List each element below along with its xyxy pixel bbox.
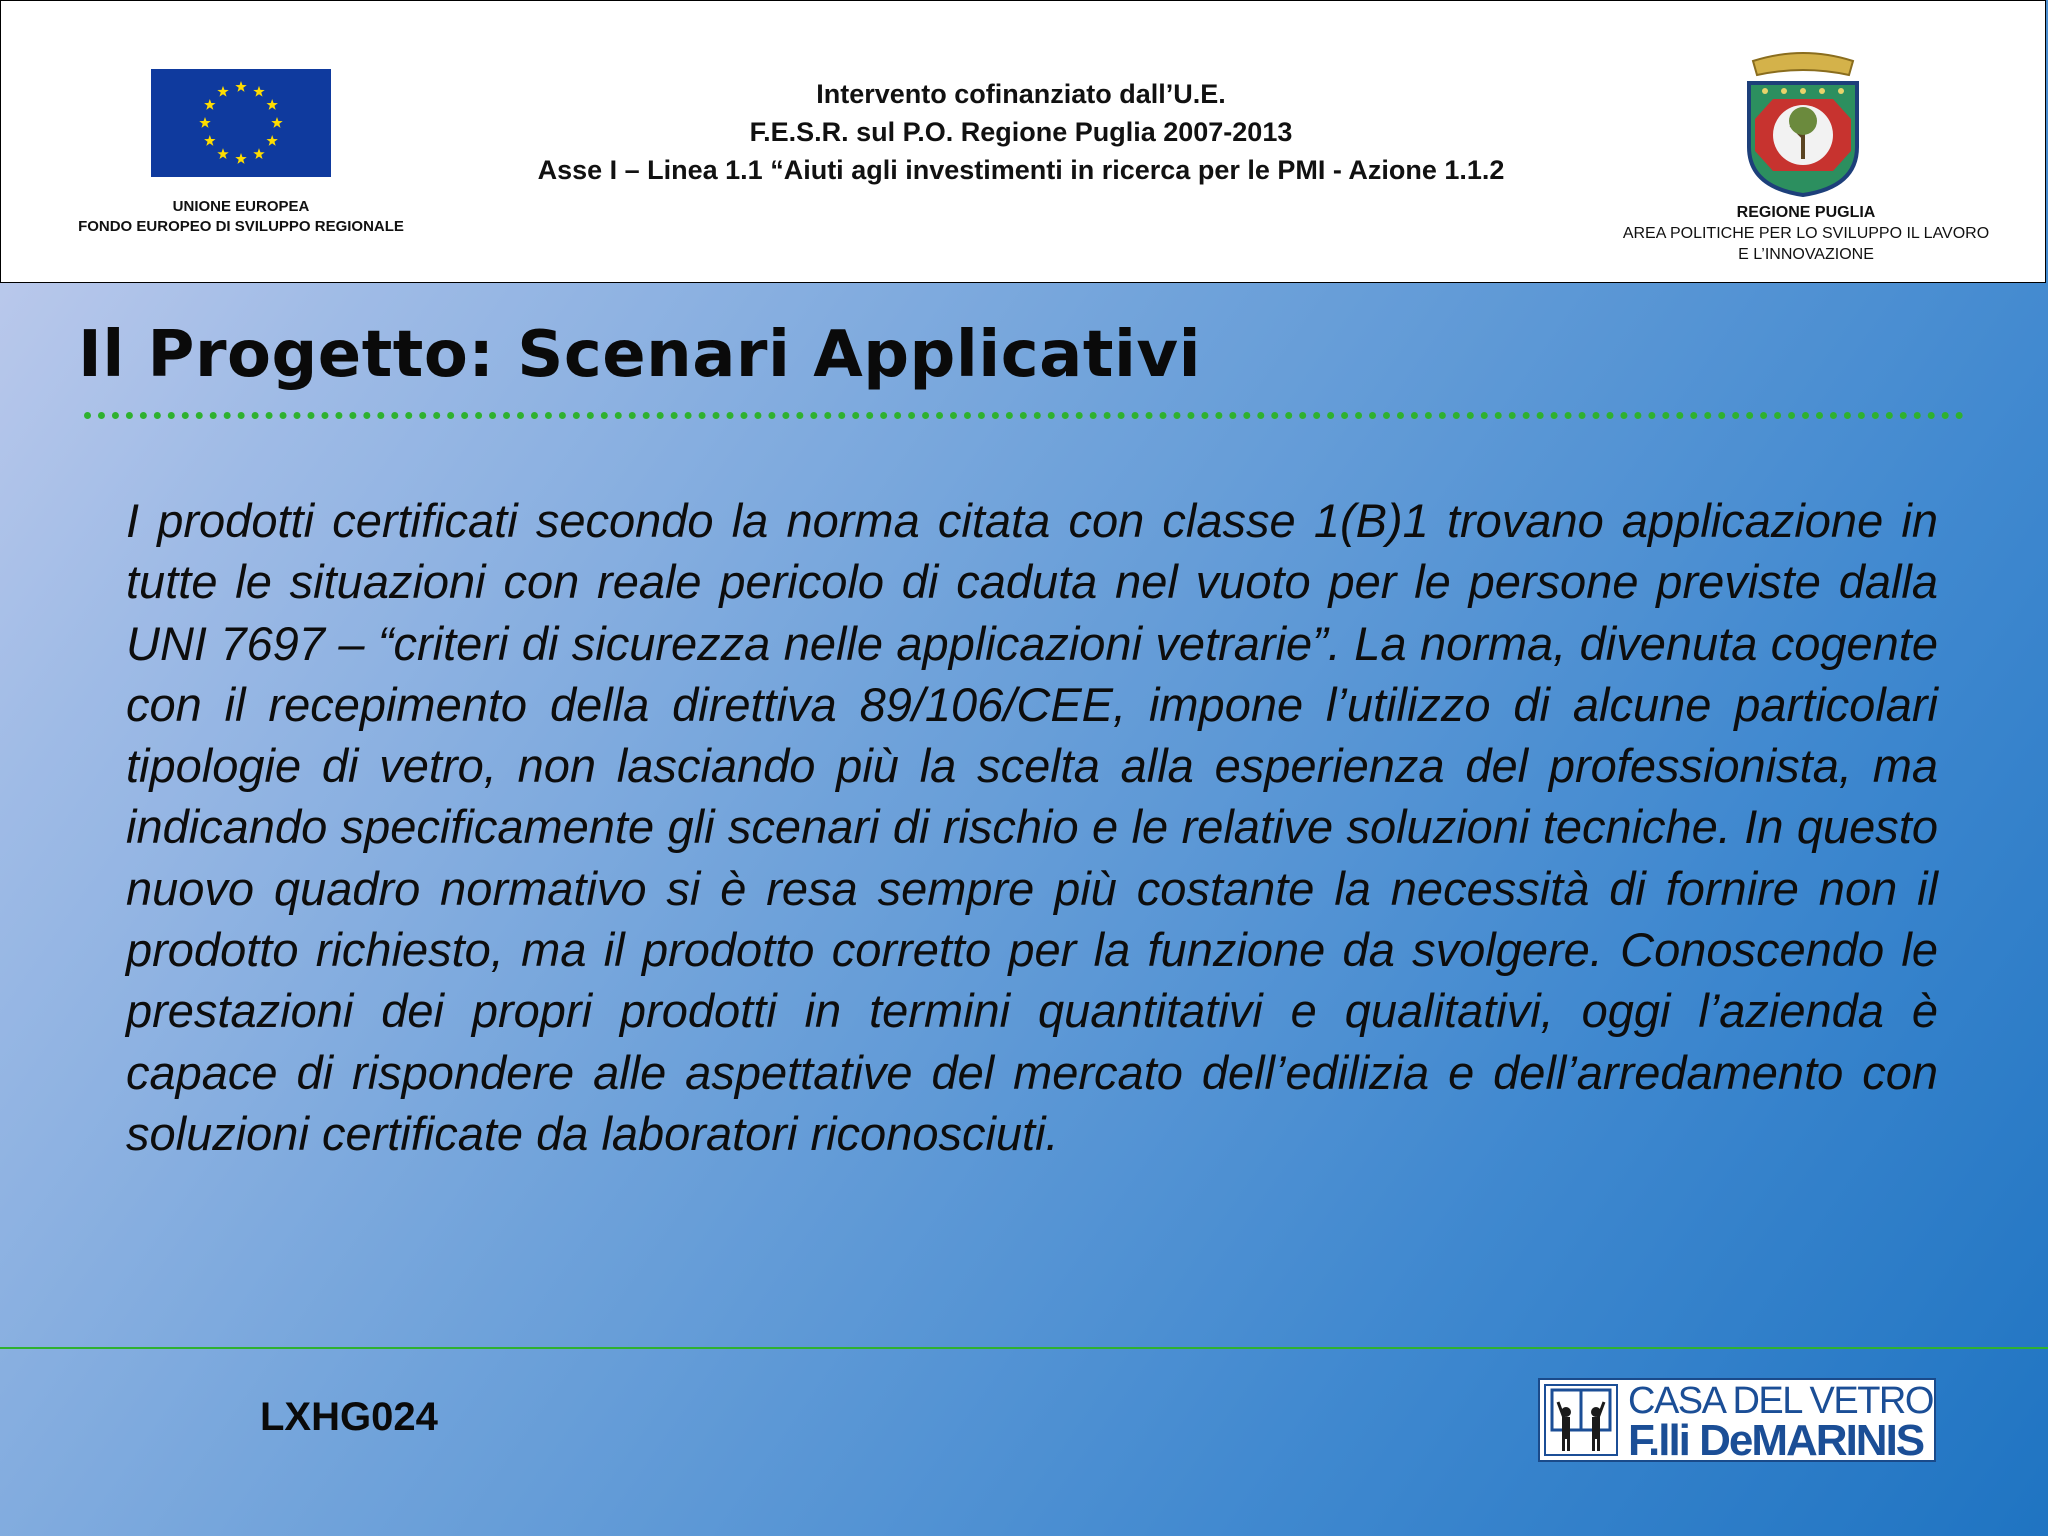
eu-caption-title: UNIONE EUROPEA <box>172 198 310 215</box>
sponsor-header <box>0 0 2046 283</box>
cofinancing-line: Intervento cofinanziato dall’U.E. <box>816 79 1226 109</box>
slide-title: Il Progetto: Scenari Applicativi <box>78 318 1202 392</box>
puglia-caption-area-cont: E L’INNOVAZIONE <box>1738 246 1874 263</box>
eu-caption-fund: FONDO EUROPEO DI SVILUPPO REGIONALE <box>78 218 404 235</box>
logo-line1: CASA DEL VETRO <box>1628 1380 1933 1422</box>
footer-divider <box>0 1347 2048 1349</box>
title-divider <box>84 412 1964 419</box>
regione-puglia-crest-icon <box>1739 47 1867 197</box>
puglia-caption-area: AREA POLITICHE PER LO SVILUPPO IL LAVORO <box>1622 225 1990 242</box>
eu-flag-icon <box>151 69 331 177</box>
puglia-caption-title: REGIONE PUGLIA <box>1736 204 1876 221</box>
axis-line: Asse I – Linea 1.1 “Aiuti agli investimenti in ricerca per le PMI - Azione 1.1.2 <box>537 155 1505 185</box>
casa-del-vetro-logo <box>1538 1378 1936 1465</box>
casa-del-vetro-logo-icon <box>1544 1384 1618 1456</box>
program-line: F.E.S.R. sul P.O. Regione Puglia 2007-2013 <box>749 117 1293 147</box>
slide-code: LXHG024 <box>260 1395 438 1439</box>
slide-body-text: I prodotti certificati secondo la norma citata con classe 1(B)1 trovano applicazione in tutte le situazioni con reale pericolo di caduta nel vuoto per le persone previste dalla UNI 7697 – “criteri di sicurezza nelle applicazioni vetrarie”. La norma, divenuta cogente con il recepimento della direttiva 89/106/CEE, impone l’utilizzo di alcune particolari tipologie di vetro, non lasciando più la scelta alla esperienza del professionista, ma indicando specificamente gli scenari di rischio e le relative soluzioni tecniche. In questo nuovo quadro normativo si è resa sempre più costante la necessità di fornire non il prodotto richiesto, ma il prodotto corretto per la funzione da svolgere. Conoscendo le prestazioni dei propri prodotti in termini quantitativi e qualitativi, oggi l’azienda è capace di rispondere alle aspettative del mercato dell’edilizia e dell’arredamento con soluzioni certificate da laboratori riconosciuti. <box>126 494 1938 1160</box>
logo-line2: F.lli DeMARINIS <box>1628 1416 1924 1465</box>
